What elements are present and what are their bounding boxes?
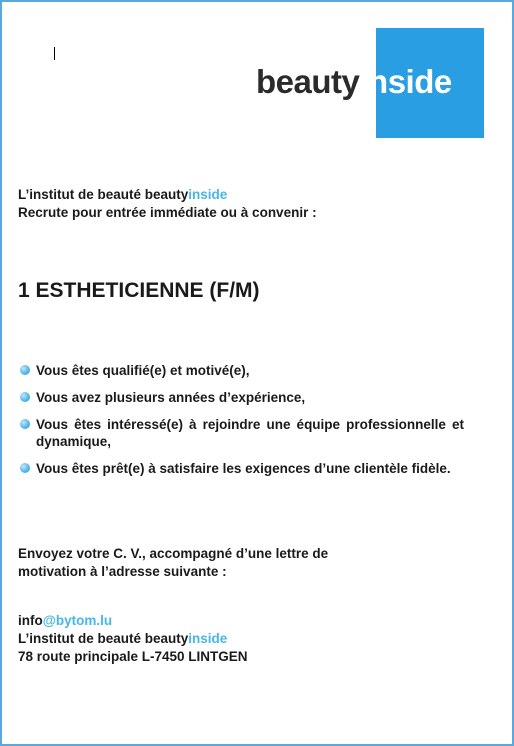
requirements-list xyxy=(18,362,464,487)
list-item xyxy=(18,389,464,406)
list-item xyxy=(18,416,464,450)
bullet-icon xyxy=(20,365,30,375)
job-title: 1 ESTHETICIENNE (F/M) xyxy=(18,279,260,302)
list-item xyxy=(18,460,464,477)
intro-block xyxy=(18,186,466,222)
list-item xyxy=(18,362,464,379)
requirement-text: Vous êtes prêt(e) à satisfaire les exigences d’une clientèle fidèle. xyxy=(36,461,451,476)
bullet-icon xyxy=(20,392,30,402)
brand-logo xyxy=(256,28,486,138)
email-user: info xyxy=(18,613,43,628)
contact-prefix: L’institut de beauté xyxy=(18,631,145,646)
intro-brand-beauty: beauty xyxy=(144,187,189,202)
application-block xyxy=(18,545,466,581)
contact-brand-inside: inside xyxy=(188,631,228,646)
contact-block xyxy=(18,612,466,666)
contact-email[interactable] xyxy=(18,612,466,630)
requirement-text: Vous avez plusieurs années d’expérience, xyxy=(36,390,306,405)
text-cursor xyxy=(54,47,55,60)
contact-institute xyxy=(18,630,466,648)
email-domain: @bytom.lu xyxy=(42,613,113,628)
application-line-2: motivation à l’adresse suivante : xyxy=(18,564,227,579)
requirement-text: Vous êtes qualifié(e) et motivé(e), xyxy=(36,363,250,378)
intro-line-1 xyxy=(18,186,466,204)
bullet-icon xyxy=(20,463,30,473)
logo-word-beauty: beauty xyxy=(256,63,360,100)
contact-address: 78 route principale L-7450 LINTGEN xyxy=(18,649,248,664)
bullet-icon xyxy=(20,419,30,429)
logo-wordmark xyxy=(256,65,452,98)
application-line-1: Envoyez votre C. V., accompagné d’une lettre de xyxy=(18,546,329,561)
logo-word-inside: inside xyxy=(359,63,452,100)
contact-brand-beauty: beauty xyxy=(144,631,189,646)
intro-line-2: Recrute pour entrée immédiate ou à convenir : xyxy=(18,205,317,220)
intro-brand-inside: inside xyxy=(188,187,228,202)
intro-prefix: L’institut de beauté xyxy=(18,187,145,202)
requirement-text: Vous êtes intéressé(e) à rejoindre une équipe professionnelle et dynamique, xyxy=(36,417,464,449)
